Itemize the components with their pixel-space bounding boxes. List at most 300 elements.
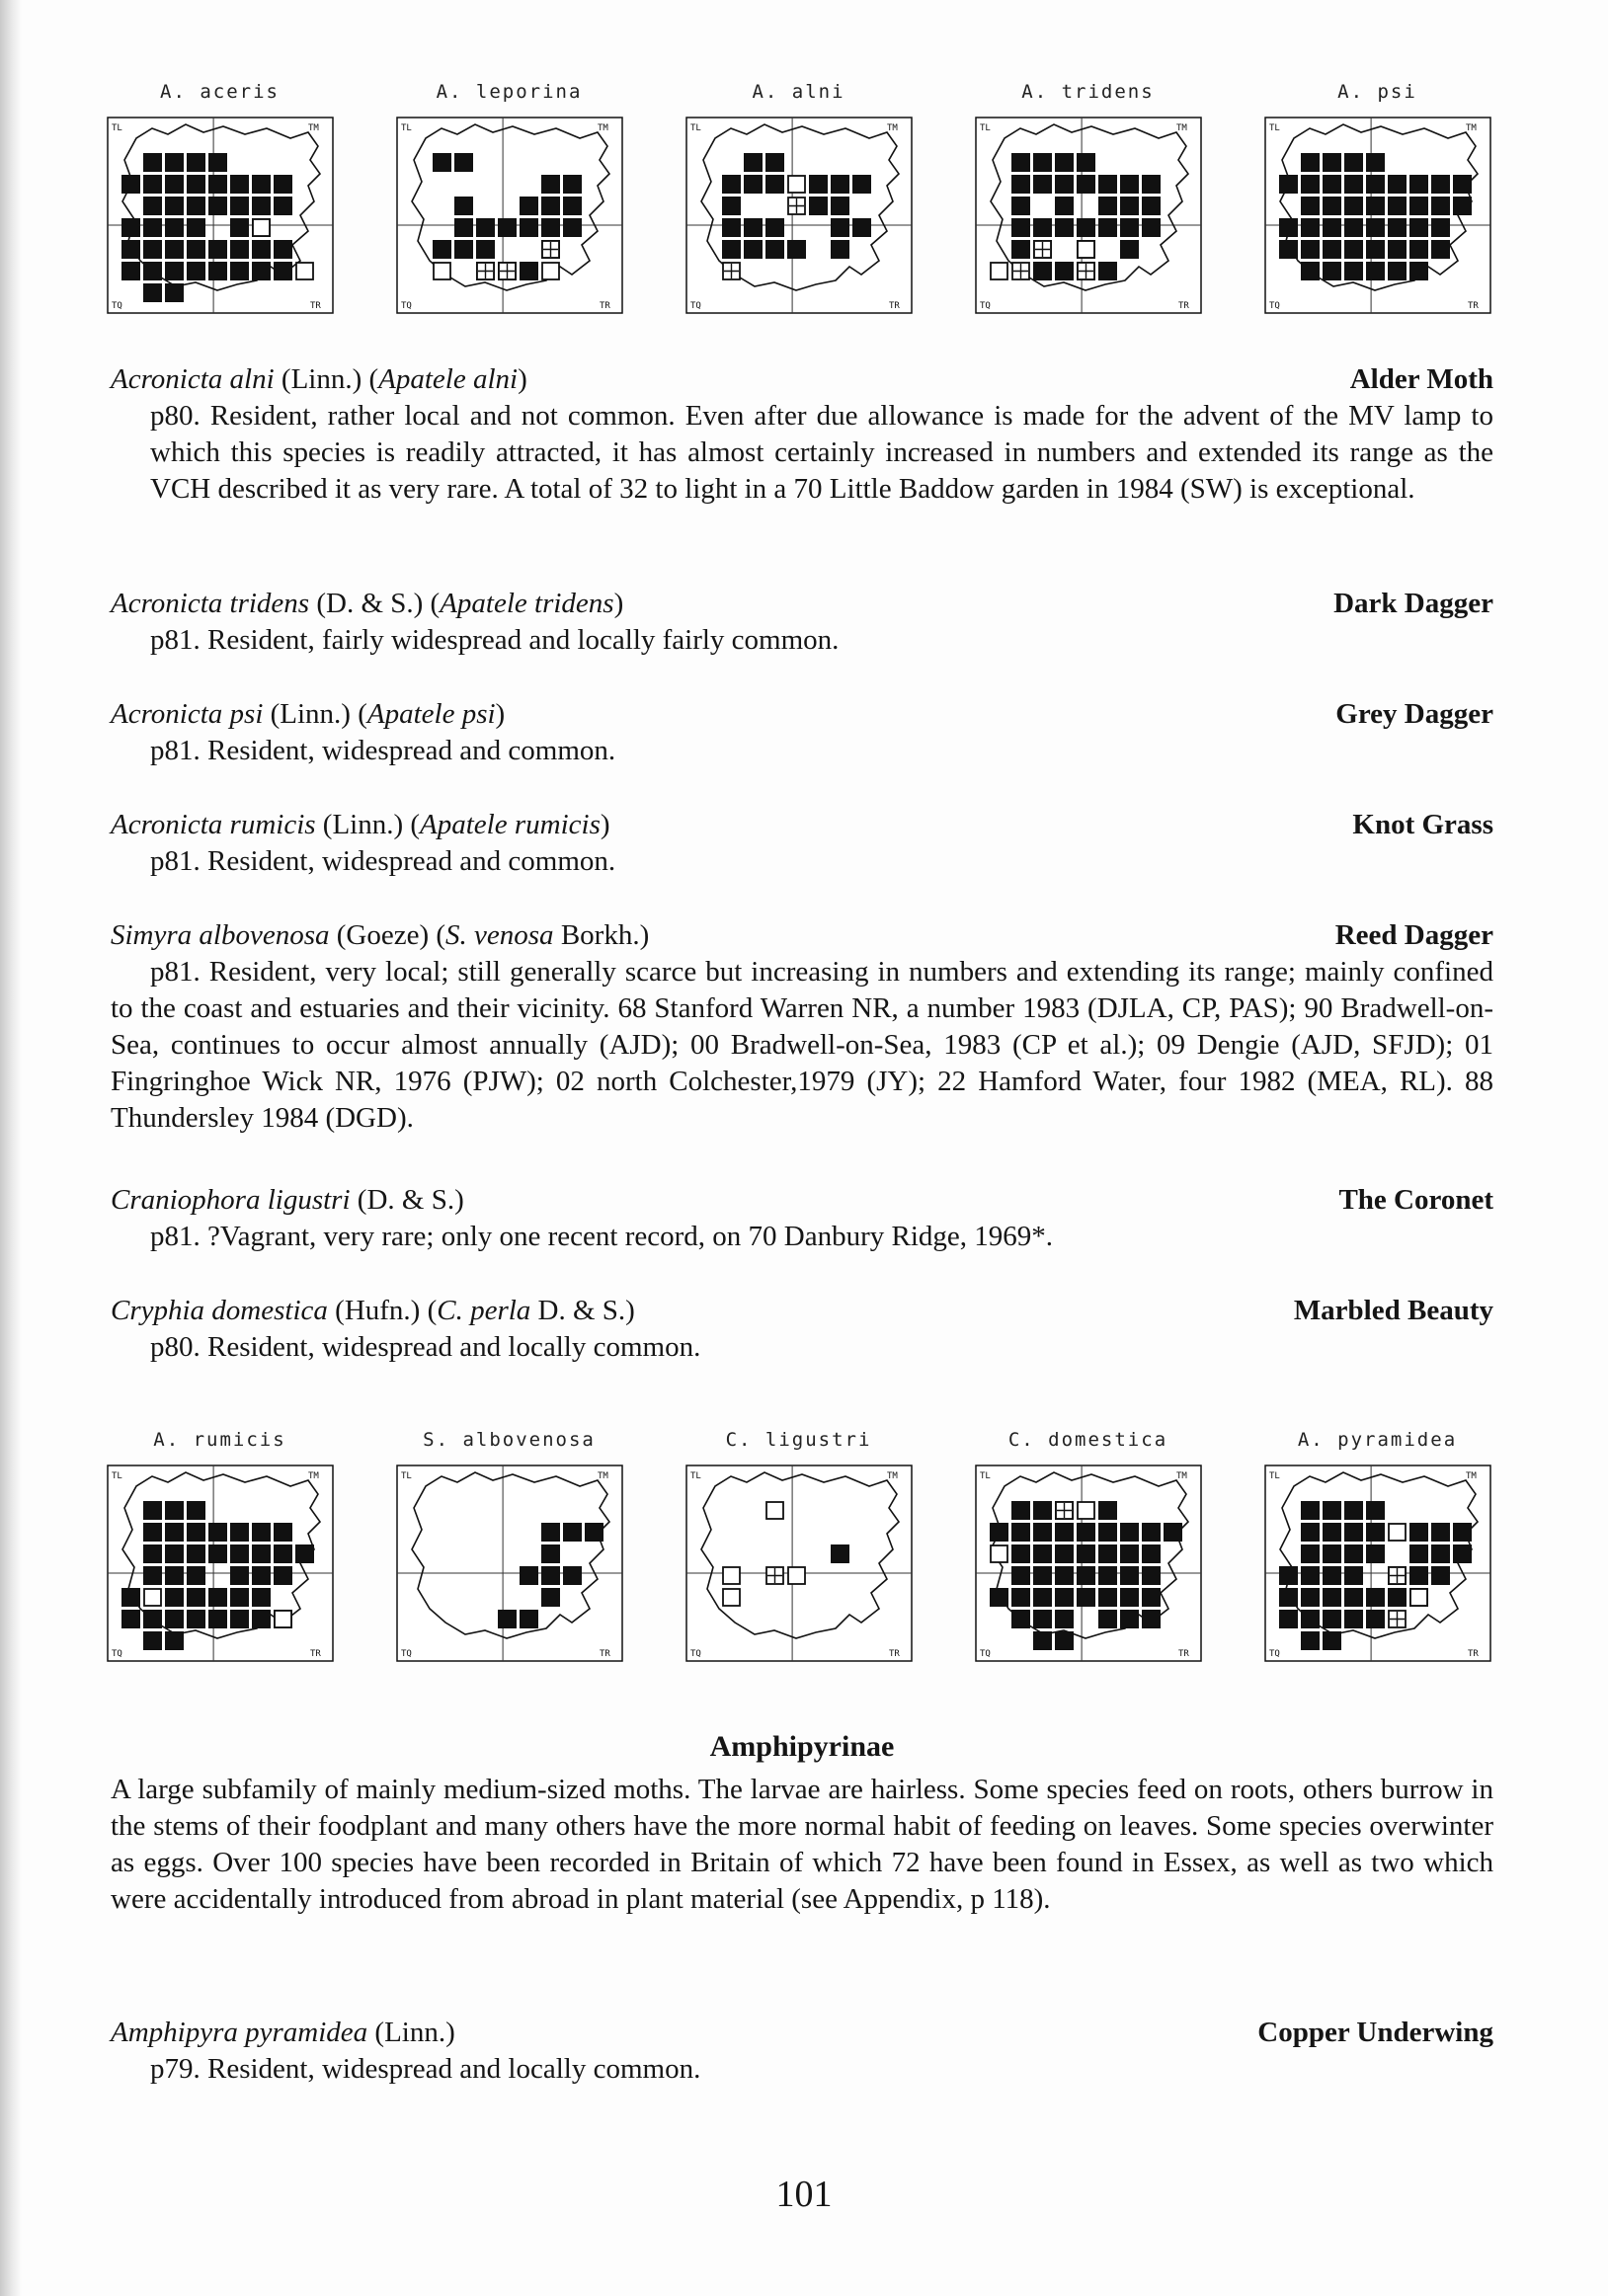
record-square-open [144, 1589, 161, 1606]
map-albovenosa [388, 1427, 630, 1674]
record-square-filled [1033, 1501, 1052, 1520]
common-name: Copper Underwing [1257, 2017, 1493, 2048]
record-square-filled [165, 197, 184, 215]
species-author: (Linn.) ( [274, 363, 379, 395]
record-square-filled [230, 175, 249, 194]
record-square-filled [1409, 1566, 1428, 1585]
record-square-filled [520, 262, 538, 280]
record-square-filled [1055, 1588, 1074, 1607]
record-square-filled [1120, 1544, 1139, 1563]
record-square-filled [852, 175, 871, 194]
distribution-map [975, 1465, 1202, 1662]
record-square-filled [1344, 262, 1363, 280]
record-square-crossed [477, 263, 494, 279]
map-frame [686, 1465, 912, 1661]
species-entry-pyramidea [111, 2015, 1493, 2088]
record-square-filled [1388, 218, 1407, 237]
record-square-filled [252, 1544, 271, 1563]
map-label: A. tridens [1021, 81, 1155, 103]
record-square-filled [831, 197, 849, 215]
record-square-filled [1344, 1566, 1363, 1585]
grid-corner-label: TR [600, 301, 610, 311]
record-square-filled [1431, 175, 1450, 194]
record-square-filled [1323, 240, 1341, 259]
record-square-filled [744, 153, 763, 172]
species-author: (D. & S.) [350, 1184, 464, 1216]
record-square-open [253, 219, 270, 236]
species-synonym: Apatele alni [378, 363, 519, 395]
record-square-open [788, 1567, 805, 1584]
record-square-filled [1409, 1544, 1428, 1563]
record-square-filled [187, 1501, 205, 1520]
record-square-filled [1344, 240, 1363, 259]
record-square-filled [208, 1588, 227, 1607]
grid-corner-label: TM [598, 1471, 608, 1481]
species-entry-tridens [111, 586, 1493, 659]
record-square-open [542, 263, 559, 279]
record-square-filled [852, 218, 871, 237]
record-square-open [1078, 1502, 1094, 1519]
distribution-map [685, 1465, 913, 1662]
species-author: (Goeze) ( [329, 919, 446, 951]
record-square-filled [541, 1566, 560, 1585]
record-square-filled [121, 1588, 140, 1607]
record-square-filled [1366, 1501, 1385, 1520]
record-square-filled [1431, 240, 1450, 259]
record-square-filled [143, 1610, 162, 1628]
map-leporina [388, 79, 630, 326]
record-square-filled [722, 240, 741, 259]
record-square-filled [165, 283, 184, 302]
record-square-open [766, 1502, 783, 1519]
map-tridens [967, 79, 1209, 326]
record-square-filled [563, 218, 582, 237]
record-square-filled [1388, 240, 1407, 259]
map-rumicis [99, 1427, 341, 1674]
record-square-filled [1033, 1523, 1052, 1542]
record-square-filled [1301, 1523, 1320, 1542]
species-synonym-close: ) [495, 698, 506, 730]
record-square-crossed [499, 263, 516, 279]
record-square-filled [1279, 240, 1298, 259]
grid-corner-label: TL [980, 123, 991, 133]
record-square-crossed [1078, 263, 1094, 279]
record-square-filled [230, 1566, 249, 1585]
record-square-filled [121, 262, 140, 280]
record-square-filled [1301, 1566, 1320, 1585]
grid-corner-label: TQ [690, 301, 701, 311]
record-square-filled [1366, 175, 1385, 194]
record-square-filled [1011, 1610, 1030, 1628]
species-name: Craniophora ligustri [111, 1184, 351, 1216]
record-square-filled [1301, 197, 1320, 215]
common-name: Reed Dagger [1334, 919, 1493, 951]
record-square-filled [1055, 153, 1074, 172]
record-square-filled [252, 175, 271, 194]
record-square-filled [1301, 262, 1320, 280]
species-name: Acronicta alni [111, 363, 275, 395]
record-square-filled [541, 175, 560, 194]
record-square-filled [722, 218, 741, 237]
record-square-filled [1366, 1544, 1385, 1563]
record-square-filled [1098, 218, 1117, 237]
grid-corner-label: TL [112, 1471, 122, 1481]
species-synonym-close: Borkh.) [553, 919, 650, 951]
record-square-filled [1301, 1588, 1320, 1607]
record-square-filled [143, 197, 162, 215]
species-synonym-close: D. & S.) [530, 1295, 635, 1326]
record-square-filled [187, 175, 205, 194]
grid-corner-label: TQ [112, 301, 122, 311]
map-ligustri [678, 1427, 920, 1674]
record-square-filled [520, 1610, 538, 1628]
species-entry-domestica [111, 1293, 1493, 1366]
record-square-filled [1055, 197, 1074, 215]
record-square-filled [541, 197, 560, 215]
record-square-open [1389, 1524, 1406, 1541]
record-square-filled [230, 1588, 249, 1607]
grid-corner-label: TQ [1269, 1649, 1280, 1659]
record-square-filled [274, 175, 292, 194]
record-square-filled [143, 175, 162, 194]
record-square-filled [1142, 1566, 1161, 1585]
record-square-open [296, 263, 313, 279]
record-square-crossed [788, 198, 805, 214]
record-square-filled [143, 1501, 162, 1520]
record-square-filled [1077, 1544, 1095, 1563]
record-square-filled [165, 1631, 184, 1650]
species-entry-ligustri [111, 1182, 1493, 1255]
record-square-filled [165, 1523, 184, 1542]
record-square-filled [1409, 197, 1428, 215]
record-square-filled [722, 197, 741, 215]
record-square-filled [1120, 240, 1139, 259]
record-square-filled [1301, 218, 1320, 237]
record-square-filled [1453, 1523, 1472, 1542]
record-square-crossed [1034, 241, 1051, 258]
record-square-filled [252, 197, 271, 215]
record-square-filled [1055, 175, 1074, 194]
record-square-filled [143, 1523, 162, 1542]
record-square-filled [585, 1523, 603, 1542]
section-intro: A large subfamily of mainly medium-sized moths. The larvae are hairless. Some species feed on roots, others burrow in the stems of their foodplant and many others have the more normal habit of feeding on leaves. Some species overwinter as eggs. Over 100 species have been recorded in Britain of which 72 have been found in Essex, as well as two which were accidentally introduced from abroad in plant material (see Appendix, p 118). [111, 1774, 1493, 1915]
record-square-filled [433, 153, 451, 172]
record-square-filled [1055, 1566, 1074, 1585]
common-name: Knot Grass [1352, 809, 1493, 840]
map-label: A. aceris [160, 81, 280, 103]
species-synonym: Apatele tridens [440, 588, 614, 619]
record-square-filled [143, 1544, 162, 1563]
species-entry-rumicis [111, 807, 1493, 880]
record-square-filled [765, 175, 784, 194]
record-square-filled [1011, 1566, 1030, 1585]
section-title: Amphipyrinae [709, 1730, 895, 1763]
record-square-filled [252, 1610, 271, 1628]
map-label: A. pyramidea [1297, 1429, 1458, 1451]
map-pyramidea [1256, 1427, 1498, 1674]
record-square-filled [1055, 218, 1074, 237]
record-square-filled [1120, 1566, 1139, 1585]
record-square-filled [1323, 175, 1341, 194]
record-square-open [275, 1611, 291, 1627]
record-square-filled [1142, 1588, 1161, 1607]
record-square-filled [722, 175, 741, 194]
record-square-filled [1098, 1588, 1117, 1607]
record-square-filled [563, 197, 582, 215]
record-square-filled [208, 1523, 227, 1542]
record-square-filled [541, 1523, 560, 1542]
species-text: p79. Resident, widespread and locally common. [150, 2053, 701, 2085]
species-text: p80. Resident, widespread and locally common. [150, 1331, 701, 1363]
grid-corner-label: TQ [980, 1649, 991, 1659]
grid-corner-label: TL [401, 1471, 412, 1481]
map-label: A. psi [1337, 81, 1417, 103]
record-square-filled [274, 1523, 292, 1542]
record-square-filled [143, 240, 162, 259]
record-square-filled [274, 1544, 292, 1563]
record-square-filled [143, 1631, 162, 1650]
record-square-filled [1366, 240, 1385, 259]
record-square-filled [1033, 1631, 1052, 1650]
record-square-filled [1077, 175, 1095, 194]
record-square-filled [476, 240, 495, 259]
record-square-filled [252, 1523, 271, 1542]
record-square-filled [1011, 175, 1030, 194]
grid-corner-label: TM [1466, 1471, 1477, 1481]
record-square-filled [809, 197, 828, 215]
record-square-filled [1011, 1588, 1030, 1607]
record-square-filled [187, 1523, 205, 1542]
record-square-filled [1366, 218, 1385, 237]
record-square-filled [208, 197, 227, 215]
record-square-open [991, 1545, 1007, 1562]
record-square-filled [1033, 1588, 1052, 1607]
record-square-filled [1323, 218, 1341, 237]
record-square-filled [1055, 1523, 1074, 1542]
map-label: S. albovenosa [423, 1429, 596, 1451]
record-square-filled [165, 1610, 184, 1628]
record-square-filled [274, 262, 292, 280]
record-square-filled [165, 153, 184, 172]
record-square-filled [1120, 197, 1139, 215]
record-square-filled [1323, 1610, 1341, 1628]
record-square-filled [143, 262, 162, 280]
record-square-crossed [542, 241, 559, 258]
record-square-filled [208, 240, 227, 259]
record-square-filled [1098, 1610, 1117, 1628]
grid-corner-label: TR [310, 301, 321, 311]
record-square-filled [187, 153, 205, 172]
record-square-filled [744, 218, 763, 237]
grid-corner-label: TR [1178, 301, 1189, 311]
record-square-filled [1323, 1544, 1341, 1563]
record-square-filled [1301, 240, 1320, 259]
record-square-filled [1301, 1544, 1320, 1563]
record-square-filled [1098, 262, 1117, 280]
record-square-filled [563, 1566, 582, 1585]
record-square-filled [1344, 1588, 1363, 1607]
record-square-filled [1323, 1566, 1341, 1585]
record-square-filled [1323, 1501, 1341, 1520]
record-square-filled [1164, 1523, 1182, 1542]
record-square-filled [1279, 1610, 1298, 1628]
record-square-filled [1344, 1501, 1363, 1520]
record-square-open [1078, 241, 1094, 258]
record-square-filled [1323, 153, 1341, 172]
grid-corner-label: TM [308, 123, 319, 133]
distribution-map [975, 117, 1202, 314]
record-square-filled [230, 262, 249, 280]
record-square-filled [765, 240, 784, 259]
grid-corner-label: TR [600, 1649, 610, 1659]
record-square-filled [454, 197, 473, 215]
distribution-map [1264, 1465, 1491, 1662]
grid-corner-label: TL [690, 123, 701, 133]
species-text: p81. Resident, widespread and common. [150, 735, 616, 766]
record-square-filled [1453, 1544, 1472, 1563]
species-entry-alni [111, 361, 1493, 508]
species-synonym: C. perla [437, 1295, 531, 1326]
record-square-filled [165, 240, 184, 259]
record-square-filled [1323, 1631, 1341, 1650]
record-square-filled [208, 175, 227, 194]
record-square-filled [143, 283, 162, 302]
record-square-filled [1033, 153, 1052, 172]
record-square-filled [1388, 197, 1407, 215]
record-square-filled [1077, 1523, 1095, 1542]
record-square-filled [208, 262, 227, 280]
record-square-filled [1098, 1544, 1117, 1563]
grid-corner-label: TR [889, 1649, 900, 1659]
grid-corner-label: TR [1468, 301, 1479, 311]
record-square-open [1410, 1589, 1427, 1606]
record-square-open [434, 263, 450, 279]
record-square-filled [1077, 1588, 1095, 1607]
grid-corner-label: TM [598, 123, 608, 133]
record-square-filled [1344, 1544, 1363, 1563]
record-square-crossed [723, 263, 740, 279]
species-author: (Hufn.) ( [327, 1295, 438, 1326]
record-square-filled [208, 1610, 227, 1628]
grid-corner-label: TR [310, 1649, 321, 1659]
record-square-filled [1142, 1610, 1161, 1628]
species-author: (Linn.) [367, 2017, 455, 2048]
record-square-filled [230, 218, 249, 237]
record-square-filled [787, 240, 806, 259]
record-square-filled [1453, 175, 1472, 194]
map-frame [686, 118, 912, 313]
record-square-filled [295, 1544, 314, 1563]
record-square-filled [1055, 262, 1074, 280]
map-psi [1256, 79, 1498, 326]
grid-corner-label: TQ [1269, 301, 1280, 311]
record-square-filled [1011, 1523, 1030, 1542]
record-square-filled [230, 1610, 249, 1628]
species-synonym: Apatele psi [366, 698, 496, 730]
record-square-open [788, 176, 805, 193]
species-name: Cryphia domestica [111, 1295, 328, 1326]
species-name: Acronicta psi [111, 698, 264, 730]
grid-corner-label: TL [1269, 123, 1280, 133]
record-square-filled [1301, 153, 1320, 172]
record-square-filled [1142, 1544, 1161, 1563]
record-square-filled [1011, 1501, 1030, 1520]
record-square-filled [1142, 197, 1161, 215]
record-square-filled [1120, 218, 1139, 237]
species-text: p81. Resident, very local; still generally scarce but increasing in numbers and extending its range; mainly confined to the coast and estuaries and their vicinity. 68 Stanford Warren NR, a number 1983 (DJLA, CP, PAS); 90 Bradwell-on-Sea, continues to occur almost annually (AJD); 00 Bradwell-on-Sea, 1983 (CP et al.); 09 Dengie (AJD, SFJD); 01 Fingringhoe Wick NR, 1976 (PJW); 02 north Colchester,1979 (JY); 22 Hamford Water, four 1982 (MEA, RL). 88 Thundersley 1984 (DGD). [111, 956, 1493, 1134]
record-square-filled [1388, 1588, 1407, 1607]
record-square-filled [454, 153, 473, 172]
record-square-filled [121, 218, 140, 237]
record-square-filled [165, 262, 184, 280]
map-frame [976, 118, 1201, 313]
record-square-crossed [1056, 1502, 1073, 1519]
record-square-filled [1323, 1588, 1341, 1607]
record-square-filled [1301, 175, 1320, 194]
record-square-filled [765, 218, 784, 237]
record-square-filled [208, 1544, 227, 1563]
record-square-filled [1279, 218, 1298, 237]
record-square-filled [274, 197, 292, 215]
record-square-filled [1409, 1523, 1428, 1542]
record-square-filled [1431, 1544, 1450, 1563]
species-name: Amphipyra pyramidea [111, 2017, 368, 2048]
grid-corner-label: TM [1176, 123, 1187, 133]
record-square-filled [1077, 153, 1095, 172]
record-square-filled [121, 1610, 140, 1628]
record-square-filled [1142, 175, 1161, 194]
record-square-filled [498, 218, 517, 237]
common-name: Alder Moth [1349, 363, 1493, 395]
record-square-crossed [766, 1567, 783, 1584]
grid-corner-label: TR [1468, 1649, 1479, 1659]
page-binding-shadow [0, 0, 22, 2296]
record-square-filled [1431, 197, 1450, 215]
record-square-filled [1098, 1566, 1117, 1585]
record-square-filled [1011, 153, 1030, 172]
species-synonym: Apatele rumicis [420, 809, 601, 840]
record-square-filled [1431, 1566, 1450, 1585]
record-square-filled [1120, 175, 1139, 194]
record-square-crossed [1012, 263, 1029, 279]
record-square-filled [831, 1544, 849, 1563]
record-square-filled [1323, 197, 1341, 215]
record-square-filled [476, 218, 495, 237]
record-square-filled [1077, 1566, 1095, 1585]
species-synonym-close: ) [613, 588, 624, 619]
grid-corner-label: TQ [112, 1649, 122, 1659]
record-square-filled [1366, 1523, 1385, 1542]
record-square-filled [831, 218, 849, 237]
record-square-filled [230, 1523, 249, 1542]
record-square-filled [1409, 240, 1428, 259]
species-synonym-close: ) [518, 363, 527, 395]
record-square-filled [1098, 197, 1117, 215]
record-square-filled [143, 153, 162, 172]
distribution-maps-row-bottom [99, 1427, 1501, 1674]
record-square-filled [454, 240, 473, 259]
map-domestica [967, 1427, 1209, 1674]
map-frame [397, 118, 622, 313]
record-square-filled [1366, 197, 1385, 215]
record-square-filled [1344, 1610, 1363, 1628]
record-square-crossed [1389, 1567, 1406, 1584]
record-square-filled [1142, 218, 1161, 237]
record-square-filled [1098, 1501, 1117, 1520]
record-square-filled [1055, 1544, 1074, 1563]
record-square-filled [520, 197, 538, 215]
record-square-filled [809, 175, 828, 194]
